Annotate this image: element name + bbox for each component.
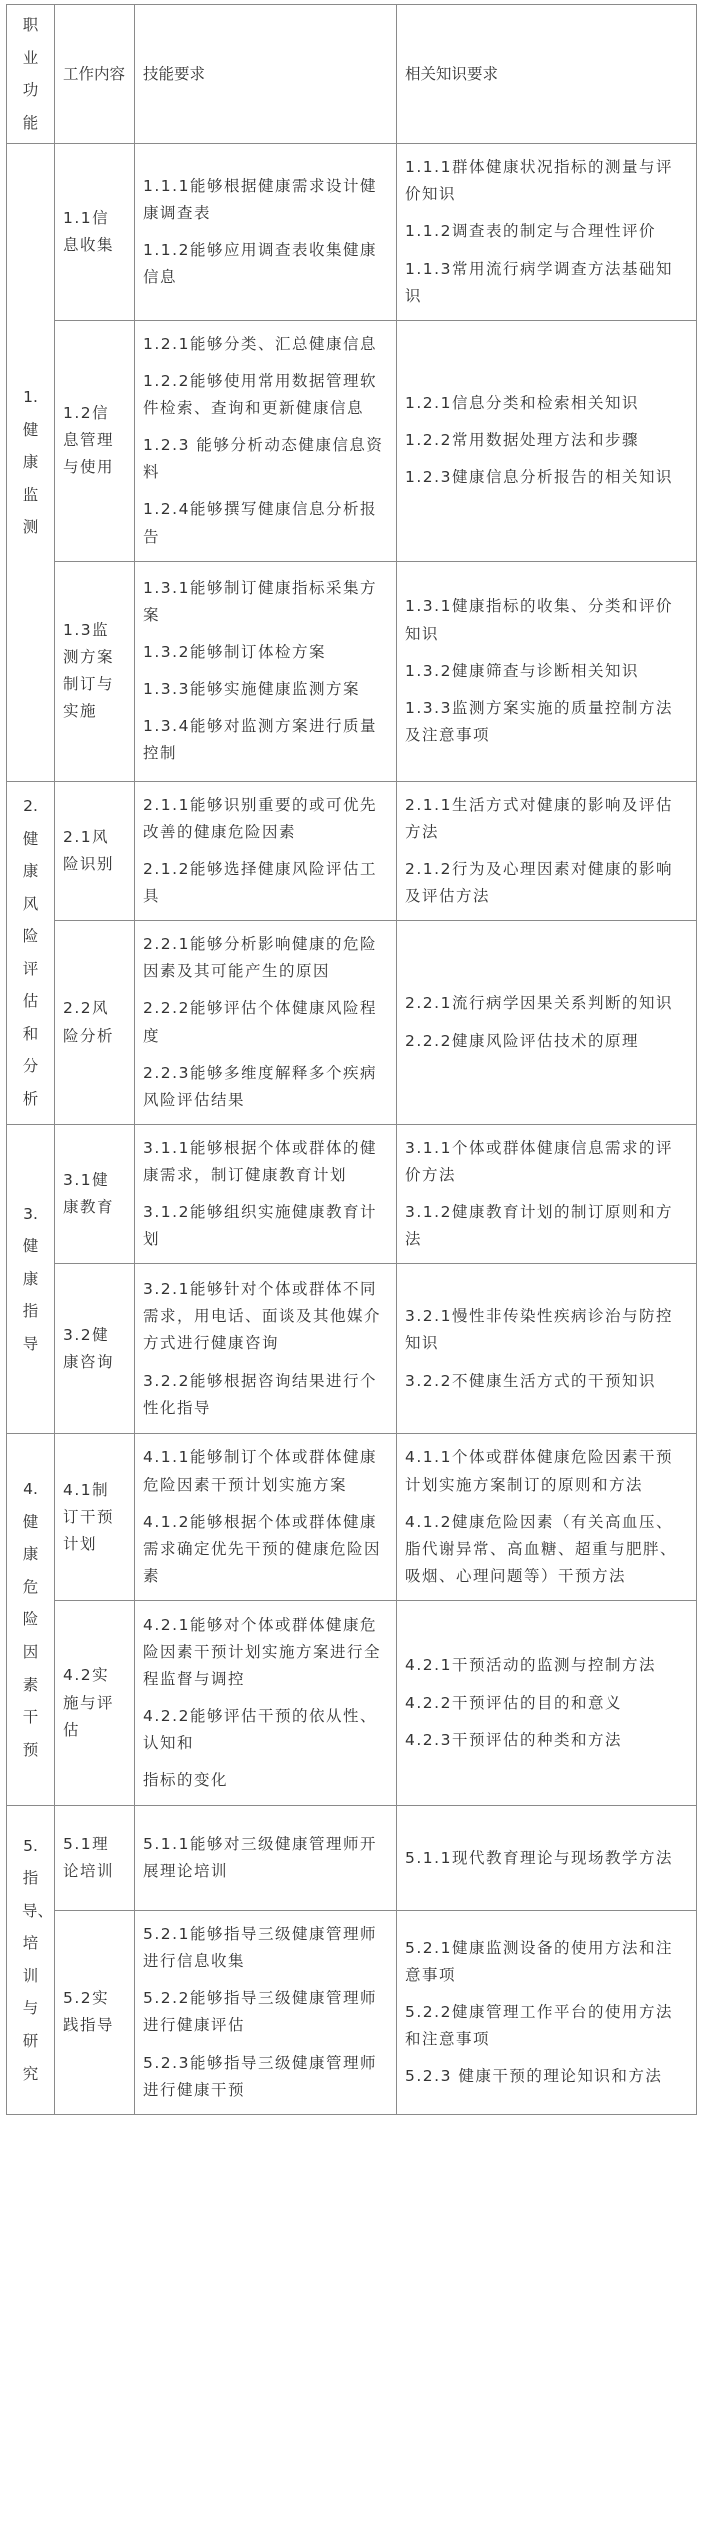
table-row — [7, 781, 697, 921]
skill-cell — [135, 1434, 397, 1601]
skill-item: 3.2.2能够根据咨询结果进行个性化指导 — [143, 1371, 377, 1417]
work-cell — [55, 1264, 135, 1434]
knowledge-item: 2.2.1流行病学因果关系判断的知识 — [405, 994, 673, 1013]
skill-item: 1.1.2能够应用调查表收集健康信息 — [143, 241, 377, 287]
work-content: 2.1风险识别 — [63, 827, 115, 873]
knowledge-cell — [397, 1434, 697, 1601]
knowledge-item: 1.2.1信息分类和检索相关知识 — [405, 394, 639, 413]
header-work: 工作内容 — [55, 5, 135, 144]
work-cell — [55, 320, 135, 561]
work-cell — [55, 1434, 135, 1601]
table-body — [7, 144, 697, 2115]
function-name: 3.健康指导 — [22, 1204, 39, 1353]
skill-cell — [135, 1911, 397, 2115]
knowledge-cell — [397, 1806, 697, 1911]
skill-item: 5.1.1能够对三级健康管理师开展理论培训 — [143, 1834, 377, 1881]
knowledge-item: 1.1.1群体健康状况指标的测量与评价知识 — [405, 158, 673, 204]
skill-item: 指标的变化 — [143, 1771, 229, 1790]
work-content: 1.1信息收集 — [63, 208, 115, 254]
work-content: 1.3监测方案制订与实施 — [63, 620, 115, 721]
skill-item: 1.2.4能够撰写健康信息分析报告 — [143, 500, 377, 546]
skill-cell — [135, 561, 397, 781]
knowledge-item: 1.2.3健康信息分析报告的相关知识 — [405, 468, 673, 487]
work-content: 5.2实践指导 — [63, 1989, 115, 2035]
work-content: 3.1健康教育 — [63, 1171, 115, 1217]
function-name: 1.健康监测 — [22, 388, 39, 537]
skill-item: 1.3.3能够实施健康监测方案 — [143, 680, 360, 699]
skill-cell — [135, 781, 397, 921]
skill-item: 5.2.3能够指导三级健康管理师进行健康干预 — [143, 2053, 377, 2099]
knowledge-item: 1.2.2常用数据处理方法和步骤 — [405, 431, 639, 450]
skill-item: 1.3.4能够对监测方案进行质量控制 — [143, 717, 377, 763]
work-content: 2.2风险分析 — [63, 999, 115, 1045]
skill-item: 2.2.3能够多维度解释多个疾病风险评估结果 — [143, 1063, 377, 1109]
skill-cell — [135, 320, 397, 561]
knowledge-cell — [397, 1601, 697, 1806]
skill-item: 4.2.2能够评估干预的依从性、认知和 — [143, 1707, 377, 1753]
knowledge-item: 2.1.1生活方式对健康的影响及评估方法 — [405, 795, 673, 841]
function-cell — [7, 144, 55, 782]
work-cell — [55, 1601, 135, 1806]
function-cell — [7, 781, 55, 1124]
knowledge-item: 4.2.2干预评估的目的和意义 — [405, 1693, 622, 1712]
skill-item: 4.1.1能够制订个体或群体健康危险因素干预计划实施方案 — [143, 1448, 377, 1494]
work-content: 5.1理论培训 — [63, 1834, 115, 1881]
skill-item: 3.2.1能够针对个体或群体不同需求，用电话、面谈及其他媒介方式进行健康咨询 — [143, 1280, 382, 1353]
header-function: 职业功能 — [7, 5, 55, 144]
header-skill: 技能要求 — [135, 5, 397, 144]
skill-item: 2.1.1能够识别重要的或可优先改善的健康危险因素 — [143, 795, 377, 841]
skill-item: 1.2.1能够分类、汇总健康信息 — [143, 334, 377, 353]
skill-item: 4.2.1能够对个体或群体健康危险因素干预计划实施方案进行全程监督与调控 — [143, 1615, 382, 1688]
skill-cell — [135, 1601, 397, 1806]
table-row — [7, 561, 697, 781]
work-cell — [55, 144, 135, 321]
function-cell — [7, 1806, 55, 2115]
skill-cell — [135, 1806, 397, 1911]
knowledge-cell — [397, 781, 697, 921]
skill-cell — [135, 1124, 397, 1264]
function-name: 2.健康风险评估和分析 — [22, 797, 39, 1108]
knowledge-item: 1.1.2调查表的制定与合理性评价 — [405, 222, 656, 241]
table-header-row — [7, 5, 697, 144]
knowledge-item: 2.2.2健康风险评估技术的原理 — [405, 1031, 639, 1050]
skill-item: 1.3.1能够制订健康指标采集方案 — [143, 578, 377, 624]
work-cell — [55, 561, 135, 781]
work-content: 3.2健康咨询 — [63, 1325, 115, 1371]
work-cell — [55, 781, 135, 921]
skill-item: 2.2.2能够评估个体健康风险程度 — [143, 999, 377, 1045]
skill-item: 1.3.2能够制订体检方案 — [143, 643, 326, 662]
skill-item: 3.1.2能够组织实施健康教育计划 — [143, 1203, 377, 1249]
table-row — [7, 1124, 697, 1264]
work-cell — [55, 1124, 135, 1264]
function-cell — [7, 1434, 55, 1806]
knowledge-item: 3.2.2不健康生活方式的干预知识 — [405, 1371, 656, 1390]
table-row — [7, 1434, 697, 1601]
work-cell — [55, 921, 135, 1125]
skill-cell — [135, 144, 397, 321]
knowledge-cell — [397, 561, 697, 781]
table-row — [7, 1911, 697, 2115]
knowledge-cell — [397, 1124, 697, 1264]
table-row — [7, 320, 697, 561]
knowledge-item: 3.1.1个体或群体健康信息需求的评价方法 — [405, 1138, 673, 1185]
knowledge-item: 4.2.1干预活动的监测与控制方法 — [405, 1656, 656, 1675]
knowledge-item: 5.1.1现代教育理论与现场教学方法 — [405, 1848, 673, 1867]
skill-item: 5.2.1能够指导三级健康管理师进行信息收集 — [143, 1925, 377, 1971]
function-name: 5.指导、培训与研究 — [21, 1836, 53, 2083]
knowledge-item: 4.1.1个体或群体健康危险因素干预计划实施方案制订的原则和方法 — [405, 1448, 673, 1494]
knowledge-item: 5.2.1健康监测设备的使用方法和注意事项 — [405, 1938, 673, 1984]
skill-item: 2.2.1能够分析影响健康的危险因素及其可能产生的原因 — [143, 935, 377, 981]
knowledge-item: 1.3.1健康指标的收集、分类和评价知识 — [405, 597, 673, 643]
skill-requirements-table — [6, 4, 697, 2115]
knowledge-item: 4.2.3干预评估的种类和方法 — [405, 1730, 622, 1749]
work-cell — [55, 1806, 135, 1911]
table-row — [7, 1806, 697, 1911]
skill-cell — [135, 921, 397, 1125]
knowledge-item: 5.2.2健康管理工作平台的使用方法和注意事项 — [405, 2002, 673, 2048]
knowledge-cell — [397, 1264, 697, 1434]
knowledge-cell — [397, 1911, 697, 2115]
knowledge-item: 3.1.2健康教育计划的制订原则和方法 — [405, 1203, 673, 1249]
work-content: 4.1制订干预计划 — [63, 1480, 115, 1553]
table-row — [7, 1264, 697, 1434]
knowledge-item: 1.1.3常用流行病学调查方法基础知识 — [405, 259, 673, 305]
table-row — [7, 921, 697, 1125]
skill-item: 1.2.3 能够分析动态健康信息资料 — [143, 436, 384, 482]
work-cell — [55, 1911, 135, 2115]
skill-item: 5.2.2能够指导三级健康管理师进行健康评估 — [143, 1989, 377, 2035]
knowledge-item: 5.2.3 健康干预的理论知识和方法 — [405, 2067, 663, 2086]
work-content: 4.2实施与评估 — [63, 1666, 115, 1739]
knowledge-cell — [397, 921, 697, 1125]
knowledge-item: 4.1.2健康危险因素（有关高血压、脂代谢异常、高血糖、超重与肥胖、吸烟、心理问题等）干预方法 — [405, 1512, 678, 1585]
knowledge-item: 3.2.1慢性非传染性疾病诊治与防控知识 — [405, 1307, 673, 1353]
skill-item: 4.1.2能够根据个体或群体健康需求确定优先干预的健康危险因素 — [143, 1512, 382, 1585]
skill-item: 3.1.1能够根据个体或群体的健康需求，制订健康教育计划 — [143, 1138, 377, 1185]
knowledge-item: 2.1.2行为及心理因素对健康的影响及评估方法 — [405, 859, 673, 906]
knowledge-item: 1.3.2健康筛查与诊断相关知识 — [405, 661, 639, 680]
function-cell — [7, 1124, 55, 1434]
skill-item: 1.2.2能够使用常用数据管理软件检索、查询和更新健康信息 — [143, 371, 377, 418]
function-name: 4.健康危险因素干预 — [22, 1480, 39, 1759]
skill-item: 2.1.2能够选择健康风险评估工具 — [143, 859, 377, 906]
skill-cell — [135, 1264, 397, 1434]
header-knowledge: 相关知识要求 — [397, 5, 697, 144]
table-row — [7, 144, 697, 321]
knowledge-item: 1.3.3监测方案实施的质量控制方法及注意事项 — [405, 698, 673, 744]
work-content: 1.2信息管理与使用 — [63, 404, 115, 477]
knowledge-cell — [397, 320, 697, 561]
table-row — [7, 1601, 697, 1806]
skill-item: 1.1.1能够根据健康需求设计健康调查表 — [143, 176, 377, 222]
knowledge-cell — [397, 144, 697, 321]
